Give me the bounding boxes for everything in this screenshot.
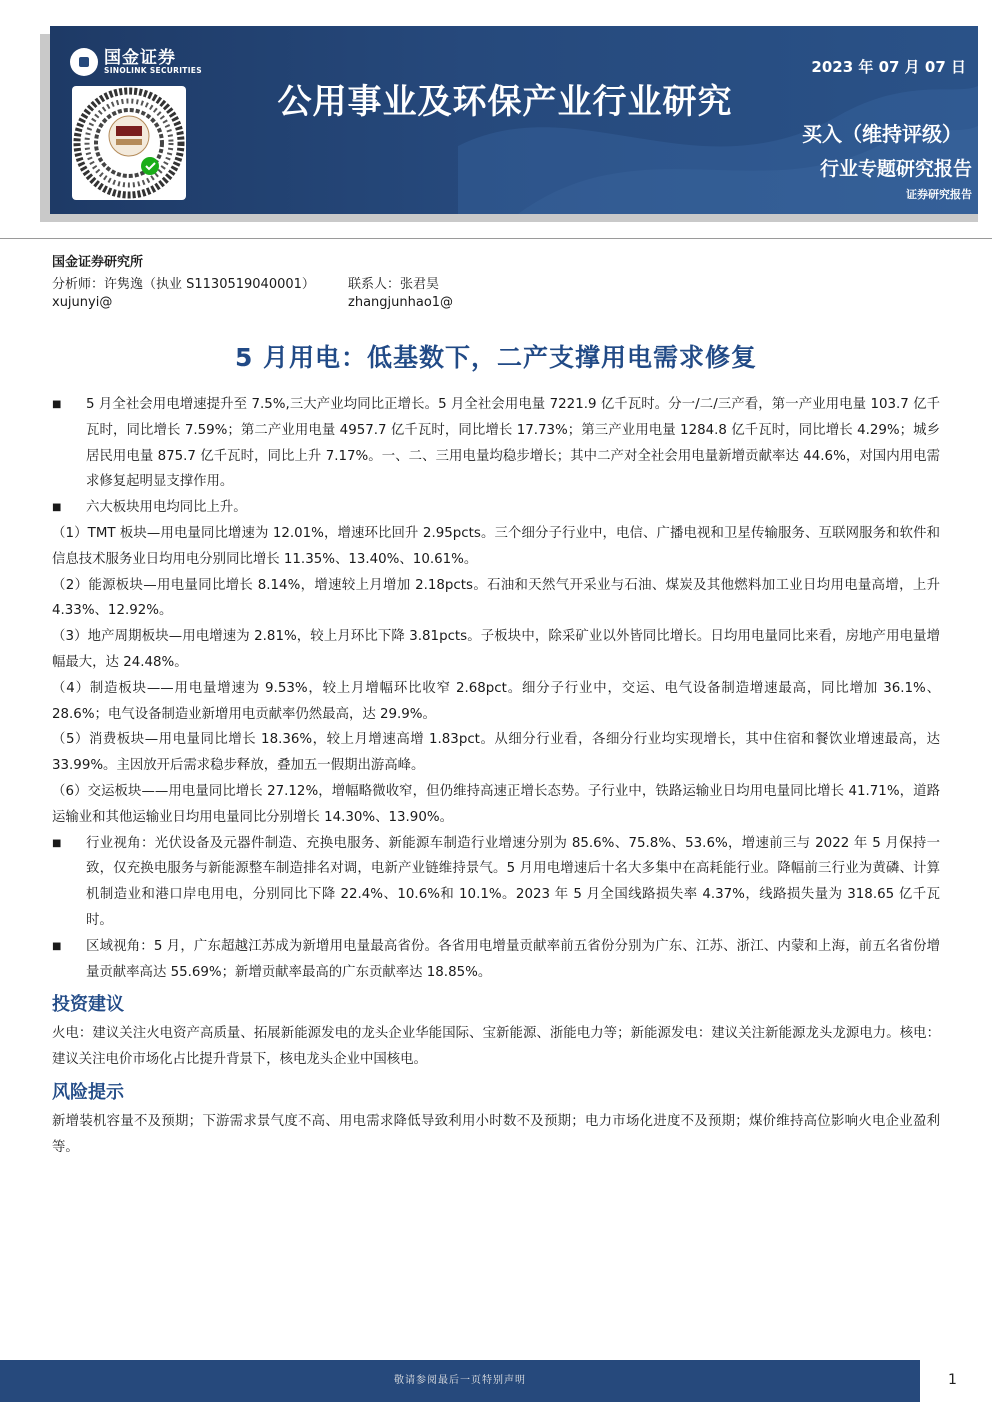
report-title: 5 月用电：低基数下，二产支撑用电需求修复 bbox=[234, 343, 758, 372]
bullet-item bbox=[52, 392, 940, 495]
bullet-text-region: 区域视角：5 月，广东超越江苏成为新增用电量最高省份。各省用电增量贡献率前五省份分别为广东、江苏、浙江、内蒙和上海，前五名省份增量贡献率高达 55.69%；新增贡献率最高的广东贡献率达 18.85%。 bbox=[86, 938, 940, 980]
report-body bbox=[52, 392, 940, 1161]
bullet-square-icon: ■ bbox=[52, 399, 62, 410]
bullet-square-icon: ■ bbox=[52, 502, 62, 514]
report-header bbox=[50, 26, 978, 214]
sector-paragraph-property: （3）地产周期板块—用电增速为 2.81%，较上月环比下降 3.81pcts。子板块中，除采矿业以外皆同比增长。日均用电量同比来看，房地产用电量增幅最大，达 24.48%。 bbox=[52, 629, 940, 670]
analyst-info: 分析师：许隽逸（执业 S1130519040001） bbox=[52, 277, 315, 292]
logo-en-text: SINOLINK SECURITIES bbox=[104, 66, 202, 76]
bullet-item bbox=[52, 495, 940, 521]
page-number: 1 bbox=[948, 1372, 957, 1388]
contact-email: zhangjunhao1@ bbox=[348, 295, 454, 310]
qr-code-icon bbox=[72, 86, 186, 200]
bullet-text-overall: 5 月全社会用电增速提升至 7.5%,三大产业均同比正增长。5 月全社会用电量 7221.9 亿千瓦时。分一/二/三产看，第一产业用电量 103.7 亿千瓦时，同比增长 7.59%；第二产业用电量 4957.7 亿千瓦时，同比增长 17.73%；第三产业用电量 1284.8 亿千瓦时，同比增长 4.29%；城乡居民用电量 875.7 亿千瓦时，同比上升 7.17%。一、二、三用电量均稳步增长；其中二产对全社会用电量新增贡献率达 44.6%，对国内用电需求修复起明显支撑作用。 bbox=[86, 397, 940, 490]
bullet-square-icon: ■ bbox=[52, 837, 62, 849]
institute-name: 国金证券研究所 bbox=[52, 255, 144, 270]
bullet-text-sectors: 六大板块用电均同比上升。 bbox=[86, 500, 247, 516]
report-subtype: 证券研究报告 bbox=[906, 188, 972, 201]
report-date: 2023 年 07 月 07 日 bbox=[811, 58, 966, 76]
logo-cn-text: 国金证券 bbox=[104, 47, 176, 68]
report-type: 行业专题研究报告 bbox=[819, 158, 972, 180]
sector-paragraph-tmt: （1）TMT 板块—用电量同比增速为 12.01%，增速环比回升 2.95pcts。三个细分子行业中，电信、广播电视和卫星传输服务、互联网服务和软件和信息技术服务业日均用电分别同比增长 11.35%、13.40%、10.61%。 bbox=[52, 525, 940, 567]
logo-mark-icon bbox=[70, 48, 98, 76]
section-heading-risk: 风险提示 bbox=[52, 1081, 124, 1103]
rating-label: 买入（维持评级） bbox=[802, 122, 962, 146]
investment-text: 火电：建议关注火电资产高质量、拓展新能源发电的龙头企业华能国际、宝新能源、浙能电力等；新能源发电：建议关注新能源龙头龙源电力。核电：建议关注电价市场化占比提升背景下，核电龙头企业中国核电。 bbox=[52, 1026, 940, 1068]
analyst-email: xujunyi@ bbox=[52, 295, 113, 310]
bullet-square-icon: ■ bbox=[52, 940, 62, 952]
sector-paragraph-transport: （6）交运板块——用电量同比增长 27.12%，增幅略微收窄，但仍维持高速正增长态势。子行业中，铁路运输业日均用电量同比增长 41.71%，道路运输业和其他运输业日均用电量同比分别增长 14.30%、13.90%。 bbox=[52, 783, 940, 825]
bullet-item bbox=[52, 831, 940, 934]
footer-disclaimer: 敬请参阅最后一页特别声明 bbox=[394, 1375, 526, 1386]
sector-paragraph-manufacturing: （4）制造板块——用电量增速为 9.53%，较上月增幅环比收窄 2.68pct。细分子行业中，交运、电气设备制造增速最高，同比增加 36.1%、28.6%；电气设备制造业新增用电贡献率仍然最高，达 29.9%。 bbox=[52, 680, 940, 722]
risk-text: 新增装机容量不及预期；下游需求景气度不高、用电需求降低导致利用小时数不及预期；电力市场化进度不及预期；煤价维持高位影响火电企业盈利等。 bbox=[52, 1113, 940, 1155]
header-title: 公用事业及环保产业行业研究 bbox=[277, 82, 733, 122]
company-logo bbox=[70, 48, 202, 76]
header-divider bbox=[0, 238, 992, 239]
bullet-text-industry: 行业视角：光伏设备及元器件制造、充换电服务、新能源车制造行业增速分别为 85.6%、75.8%、53.6%，增速前三与 2022 年 5 月保持一致，仅充换电服务与新能源整车制造排名对调，电新产业链维持景气。5 月用电增速后十名大多集中在高耗能行业。降幅前三行业为黄磷、计算机制造业和港口岸电用电，分别同比下降 22.4%、10.6%和 10.1%。2023 年 5 月全国线路损失率 4.37%，线路损失量为 318.65 亿千瓦时。 bbox=[86, 835, 940, 928]
section-heading-investment: 投资建议 bbox=[52, 994, 124, 1016]
sector-paragraph-consumer: （5）消费板块—用电量同比增长 18.36%，较上月增速高增 1.83pct。从细分行业看，各细分行业均实现增长，其中住宿和餐饮业增速最高，达 33.99%。主因放开后需求稳步释放，叠加五一假期出游高峰。 bbox=[52, 732, 940, 774]
contact-info: 联系人：张君昊 bbox=[348, 277, 440, 292]
sector-paragraph-energy: （2）能源板块—用电量同比增长 8.14%，增速较上月增加 2.18pcts。石油和天然气开采业与石油、煤炭及其他燃料加工业日均用电量高增，上升 4.33%、12.92%。 bbox=[52, 577, 940, 619]
bullet-item bbox=[52, 934, 940, 986]
